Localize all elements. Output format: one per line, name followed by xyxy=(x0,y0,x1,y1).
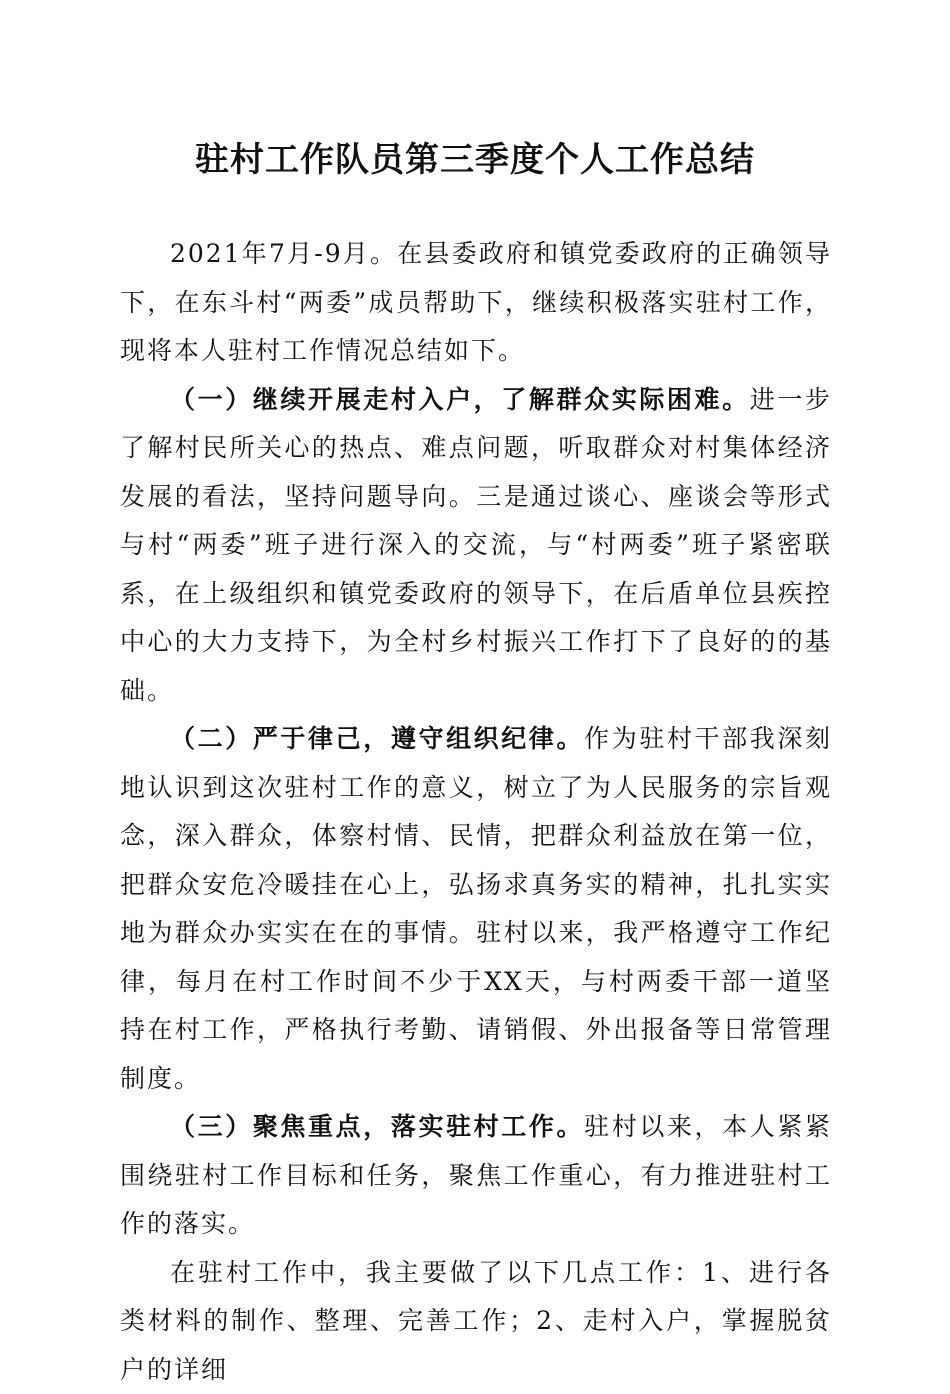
document-body xyxy=(120,230,832,1394)
intro-paragraph: 2021年7月-9月。在县委政府和镇党委政府的正确领导下，在东斗村“两委”成员帮助下，继续积极落实驻村工作，现将本人驻村工作情况总结如下。 xyxy=(120,230,832,376)
section-2-paragraph xyxy=(120,715,832,1103)
section-2-text: 作为驻村干部我深刻地认识到这次驻村工作的意义，树立了为人民服务的宗旨观念，深入群众，体察村情、民情，把群众利益放在第一位，把群众安危冷暖挂在心上，弘扬求真务实的精神，扎扎实实地为群众办实实在在的事情。驻村以来，我严格遵守工作纪律，每月在村工作时间不少于XX天，与村两委干部一道坚持在村工作，严格执行考勤、请销假、外出报备等日常管理制度。 xyxy=(120,724,832,1093)
section-1-text: 进一步了解村民所关心的热点、难点问题，听取群众对村集体经济发展的看法，坚持问题导向。三是通过谈心、座谈会等形式与村“两委”班子进行深入的交流，与“村两委”班子紧密联系，在上级组织和镇党委政府的领导下，在后盾单位县疾控中心的大力支持下，为全村乡村振兴工作打下了良好的的基础。 xyxy=(120,385,832,705)
section-1-heading: （一）继续开展走村入户，了解群众实际困难。 xyxy=(170,385,750,414)
section-3-heading: （三）聚焦重点，落实驻村工作。 xyxy=(170,1112,584,1141)
closing-paragraph: 在驻村工作中，我主要做了以下几点工作：1、进行各类材料的制作、整理、完善工作；2、走村入户，掌握脱贫户的详细 xyxy=(120,1249,832,1394)
section-3-paragraph xyxy=(120,1103,832,1249)
section-1-paragraph xyxy=(120,376,832,716)
section-3-text: 驻村以来，本人紧紧围绕驻村工作目标和任务，聚焦工作重心，有力推进驻村工作的落实。 xyxy=(120,1112,832,1238)
section-2-heading: （二）严于律己，遵守组织纪律。 xyxy=(170,724,584,753)
document-title: 驻村工作队员第三季度个人工作总结 xyxy=(0,136,950,184)
